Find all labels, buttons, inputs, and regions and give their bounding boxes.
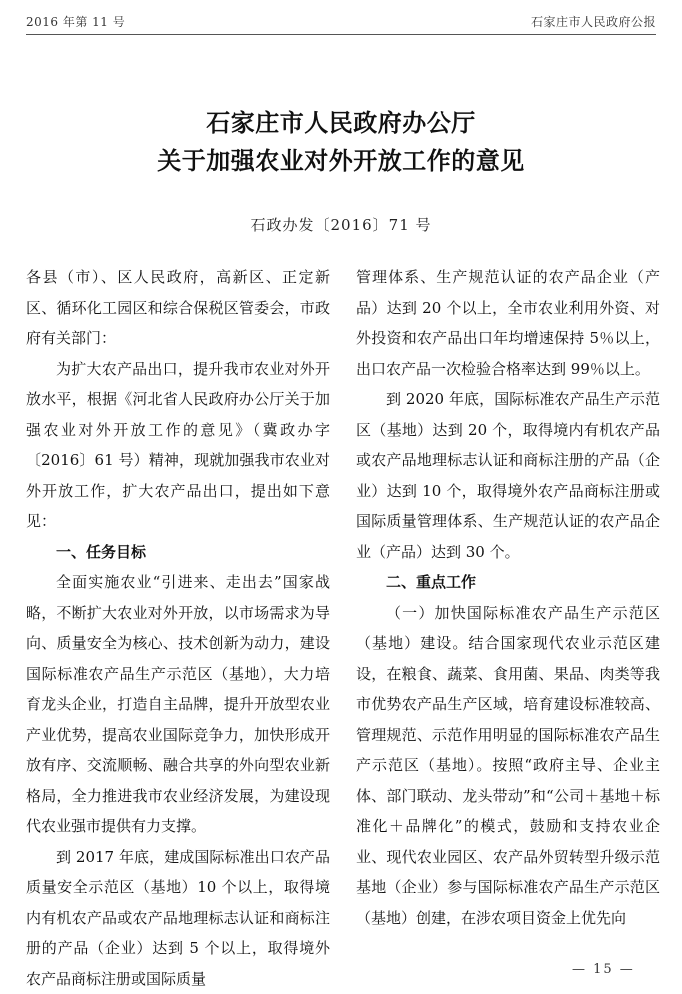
body-paragraph: 到 2020 年底，国际标准农产品生产示范区（基地）达到 20 个，取得境内有机农产品或农产品地理标志认证和商标注册的产品（企业）达到 10 个，取得境外农产品商标注册或国际质量管理体系、生产规范认证的农产品企业（产品）达到 30 个。 <box>356 384 660 567</box>
header-divider <box>26 34 656 35</box>
title-line-2: 关于加强农业对外开放工作的意见 <box>0 142 682 180</box>
left-column <box>26 262 330 994</box>
right-column <box>356 262 660 933</box>
section-heading: 二、重点工作 <box>356 567 660 598</box>
body-paragraph: 全面实施农业“引进来、走出去”国家战略，不断扩大农业对外开放，以市场需求为导向、质量安全为核心、技术创新为动力，建设国际标准农产品生产示范区（基地），大力培育龙头企业，打造自主品牌，提升开放型农业产业优势，提高农业国际竞争力，加快形成开放有序、交流顺畅、融合共享的外向型农业新格局，全力推进我市农业经济发展，为建设现代农业强市提供有力支撑。 <box>26 567 330 842</box>
body-paragraph: （一）加快国际标准农产品生产示范区（基地）建设。结合国家现代农业示范区建设，在粮食、蔬菜、食用菌、果品、肉类等我市优势农产品生产区域，培育建设标准较高、管理规范、示范作用明显的国际标准农产品生产示范区（基地）。按照“政府主导、企业主体、部门联动、龙头带动”和“公司＋基地＋标准化＋品牌化”的模式，鼓励和支持农业企业、现代农业园区、农产品外贸转型升级示范基地（企业）参与国际标准农产品生产示范区（基地）创建，在涉农项目资金上优先向 <box>356 598 660 934</box>
body-paragraph-continued: 管理体系、生产规范认证的农产品企业（产品）达到 20 个以上，全市农业利用外资、对外投资和农产品出口年均增速保持 5％以上，出口农产品一次检验合格率达到 99％以上。 <box>356 262 660 384</box>
issue-label: 2016 年第 11 号 <box>26 13 125 30</box>
title-line-1: 石家庄市人民政府办公厅 <box>0 104 682 142</box>
document-title <box>0 104 682 180</box>
page-header <box>26 10 656 32</box>
body-paragraph: 到 2017 年底，建成国际标准出口农产品质量安全示范区（基地）10 个以上，取得境内有机农产品或农产品地理标志认证和商标注册的产品（企业）达到 5 个以上，取得境外农产品商标注册或国际质量 <box>26 842 330 994</box>
publication-name: 石家庄市人民政府公报 <box>531 13 656 30</box>
addressee-paragraph: 各县（市）、区人民政府，高新区、正定新区、循环化工园区和综合保税区管委会，市政府有关部门： <box>26 262 330 354</box>
document-number: 石政办发〔2016〕71 号 <box>0 214 682 235</box>
section-heading: 一、任务目标 <box>26 537 330 568</box>
body-paragraph: 为扩大农产品出口，提升我市农业对外开放水平，根据《河北省人民政府办公厅关于加强农业对外开放工作的意见》（冀政办字〔2016〕61 号）精神，现就加强我市农业对外开放工作，扩大农产品出口，提出如下意见： <box>26 354 330 537</box>
page-number: — 15 — <box>572 962 635 977</box>
